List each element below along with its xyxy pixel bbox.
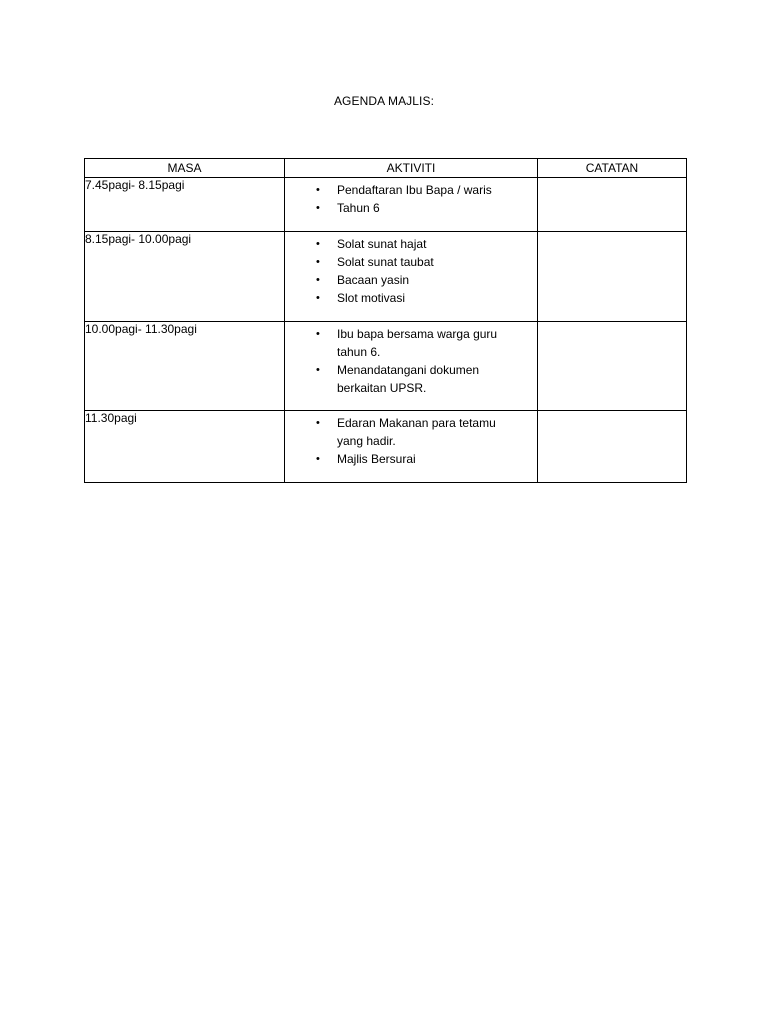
table-row (85, 232, 687, 322)
activity-item (316, 450, 521, 468)
masa-cell: 10.00pagi- 11.30pagi (85, 322, 285, 411)
bullet-icon: • (316, 202, 320, 214)
bullet-icon: • (316, 292, 320, 304)
activity-text: Pendaftaran Ibu Bapa / waris (337, 183, 492, 197)
activity-list (285, 178, 537, 217)
masa-cell: 7.45pagi- 8.15pagi (85, 178, 285, 232)
bullet-icon: • (316, 417, 320, 429)
table-row (85, 322, 687, 411)
bullet-icon: • (316, 238, 320, 250)
activity-text: Tahun 6 (337, 201, 380, 215)
activity-text: Edaran Makanan para tetamu yang hadir. (337, 416, 496, 448)
activity-item (316, 235, 521, 253)
masa-cell: 8.15pagi- 10.00pagi (85, 232, 285, 322)
table-header-row (85, 159, 687, 178)
table-row (85, 178, 687, 232)
bullet-icon: • (316, 328, 320, 340)
aktiviti-cell (285, 411, 538, 483)
activity-item (316, 253, 521, 271)
activity-text: Slot motivasi (337, 291, 406, 305)
activity-text: Ibu bapa bersama warga guru tahun 6. (337, 327, 498, 359)
aktiviti-cell (285, 178, 538, 232)
catatan-cell (538, 322, 687, 411)
activity-item (316, 325, 521, 361)
bullet-icon: • (316, 256, 320, 268)
catatan-cell (538, 232, 687, 322)
activity-item (316, 199, 521, 217)
activity-item (316, 289, 521, 307)
activity-text: Majlis Bersurai (337, 452, 416, 466)
masa-cell: 11.30pagi (85, 411, 285, 483)
activity-list (285, 322, 537, 397)
activity-text: Solat sunat taubat (337, 255, 434, 269)
agenda-table (84, 158, 687, 483)
activity-text: Bacaan yasin (337, 273, 410, 287)
header-catatan: CATATAN (538, 159, 687, 178)
activity-list (285, 411, 537, 468)
table-row (85, 411, 687, 483)
bullet-icon: • (316, 274, 320, 286)
activity-item (316, 361, 521, 397)
bullet-icon: • (316, 453, 320, 465)
activity-text: Menandatangani dokumen berkaitan UPSR. (337, 363, 480, 395)
activity-text: Solat sunat hajat (337, 237, 427, 251)
page-title: AGENDA MAJLIS: (333, 94, 435, 108)
bullet-icon: • (316, 184, 320, 196)
activity-item (316, 181, 521, 199)
aktiviti-cell (285, 232, 538, 322)
header-masa: MASA (85, 159, 285, 178)
header-aktiviti: AKTIVITI (285, 159, 538, 178)
activity-item (316, 271, 521, 289)
activity-item (316, 414, 521, 450)
catatan-cell (538, 178, 687, 232)
bullet-icon: • (316, 364, 320, 376)
aktiviti-cell (285, 322, 538, 411)
catatan-cell (538, 411, 687, 483)
activity-list (285, 232, 537, 307)
